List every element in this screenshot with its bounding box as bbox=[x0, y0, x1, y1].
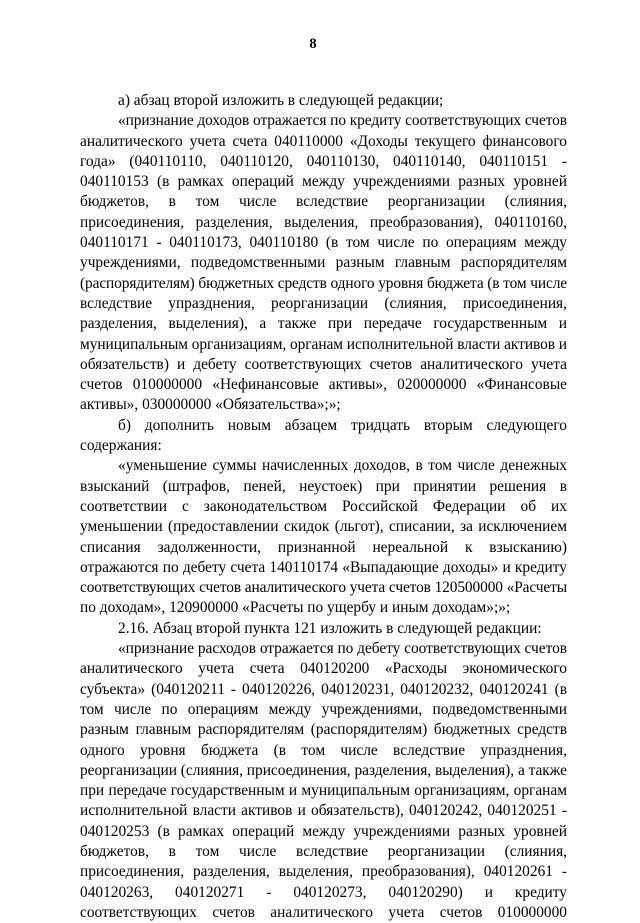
text-line: вследствие упразднения, реорганизации (слияния, присоединения, bbox=[80, 294, 567, 312]
text-line: реорганизации (слияния, присоединения, разделения, выделения), а также bbox=[80, 761, 567, 779]
text-line: бюджетов, в том числе вследствие реорганизации (слияния, bbox=[80, 193, 567, 211]
text-line: списания задолженности, признанной нереальной к взысканию) bbox=[80, 538, 567, 556]
text-line: том числе по операциям между учреждениями, подведомственными bbox=[80, 700, 567, 718]
text-line: исполнительной власти активов и обязательств), 040120242, 040120251 - bbox=[80, 802, 567, 820]
text-line: учреждениями, подведомственными разным главным распорядителям bbox=[80, 254, 567, 272]
page-number: 8 bbox=[309, 36, 317, 52]
text-line: аналитического учета счета 040110000 «Доходы текущего финансового bbox=[80, 132, 567, 150]
text-line: «уменьшение суммы начисленных доходов, в том числе денежных bbox=[118, 457, 567, 475]
text-line: разделения, выделения), а также при передаче государственным и bbox=[80, 315, 567, 333]
text-line: 040110171 - 040110173, 040110180 (в том числе по операциям между bbox=[80, 234, 567, 252]
text-line: разным главным распорядителям (распорядителям) бюджетных средств bbox=[80, 721, 567, 739]
text-line: 040110153 (в рамках операций между учреждениями разных уровней bbox=[80, 173, 567, 191]
text-line: (распорядителям) бюджетных средств одного уровня бюджета (в том числе bbox=[80, 274, 568, 292]
text-line: муниципальным организациям, органам исполнительной власти активов и bbox=[80, 335, 567, 353]
text-line: «признание расходов отражается по дебету соответствующих счетов bbox=[118, 640, 567, 658]
text-line: отражаются по дебету счета 140110174 «Выпадающие доходы» и кредиту bbox=[80, 558, 567, 576]
text-line: аналитического учета счета 040120200 «Расходы экономического bbox=[80, 660, 567, 678]
text-line: уменьшении (предоставлении скидок (льгот), списании, за исключением bbox=[80, 518, 567, 536]
text-line: при передаче государственным и муниципальным организациям, органам bbox=[80, 782, 567, 800]
text-line: «признание доходов отражается по кредиту соответствующих счетов bbox=[118, 112, 568, 130]
text-line: субъекта» (040120211 - 040120226, 040120231, 040120232, 040120241 (в bbox=[80, 680, 567, 698]
text-line: взысканий (штрафов, пеней, неустоек) при принятии решения в bbox=[80, 477, 567, 495]
text-line: 040120253 (в рамках операций между учреждениями разных уровней bbox=[80, 822, 567, 840]
text-line: а) абзац второй изложить в следующей редакции; bbox=[118, 92, 444, 109]
text-line: бюджетов, в том числе вследствие реорганизации (слияния, bbox=[80, 842, 567, 860]
text-line: присоединения, разделения, выделения, преобразования), 040120261 - bbox=[80, 863, 567, 881]
text-line: активы», 030000000 «Обязательства»;»; bbox=[80, 396, 341, 414]
text-line: соответствующих счетов аналитического учета счетов 120500000 «Расчеты bbox=[80, 579, 567, 597]
text-line: 2.16. Абзац второй пункта 121 изложить в следующей редакции: bbox=[118, 619, 542, 637]
text-line: содержания: bbox=[80, 437, 162, 455]
text-line: одного уровня бюджета (в том числе вследствие упразднения, bbox=[80, 741, 567, 759]
text-line: счетов 010000000 «Нефинансовые активы», 020000000 «Финансовые bbox=[80, 376, 567, 394]
text-line: года» (040110110, 040110120, 040110130, 040110140, 040110151 - bbox=[80, 152, 567, 170]
text-line: 040120263, 040120271 - 040120273, 040120290) и кредиту bbox=[80, 883, 567, 901]
text-line: обязательств) и дебету соответствующих счетов аналитического учета bbox=[80, 355, 567, 373]
text-line: соответствии с законодательством Российской Федерации об их bbox=[80, 497, 567, 515]
document-body bbox=[80, 91, 567, 923]
text-line: б) дополнить новым абзацем тридцать вторым следующего bbox=[118, 416, 567, 434]
text-line: присоединения, разделения, выделения, преобразования), 040110160, bbox=[80, 213, 567, 231]
text-line: по доходам», 120900000 «Расчеты по ущербу и иным доходам»;»; bbox=[80, 599, 511, 617]
text-line: соответствующих счетов аналитического учета счетов 010000000 bbox=[80, 903, 567, 921]
